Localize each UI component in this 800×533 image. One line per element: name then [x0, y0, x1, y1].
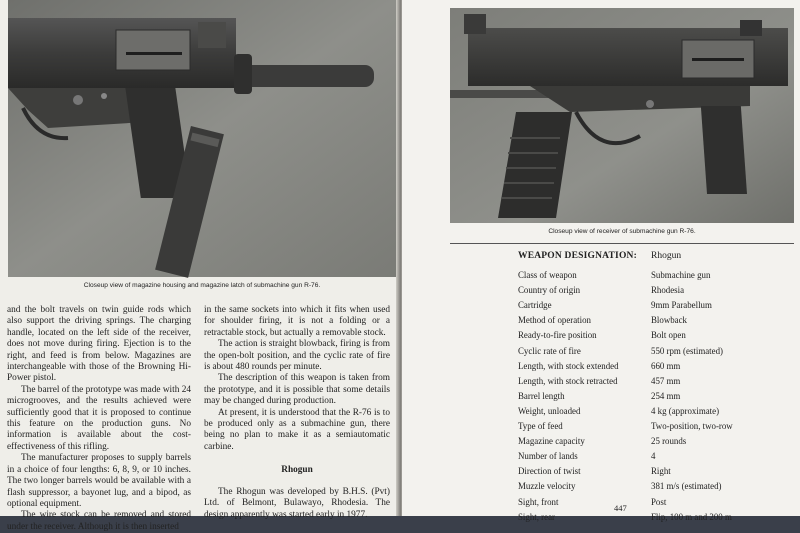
- spec-label: Cyclic rate of fire: [518, 345, 581, 356]
- paragraph: in the same sockets into which it fits when used for shoulder firing, it is not a folding or a retractable stock, but actually a removable stock.: [204, 305, 390, 338]
- spec-value: Submachine gun: [651, 270, 711, 280]
- spec-label: Type of feed: [518, 421, 563, 431]
- paragraph: The description of this weapon is taken from the prototype, and it is possible that some details may be changed during production.: [204, 373, 390, 407]
- spec-value: 254 mm: [651, 390, 681, 401]
- spec-row: [518, 481, 768, 497]
- left-text-column-2: [204, 305, 390, 521]
- spec-label: Sight, rear: [518, 511, 555, 522]
- spec-row: [518, 406, 768, 422]
- spec-label: Ready-to-fire position: [518, 330, 597, 341]
- left-page: [0, 0, 398, 532]
- spec-row: [518, 315, 768, 331]
- spec-label: Barrel length: [518, 390, 565, 401]
- spec-title-value: Rhogun: [651, 251, 682, 261]
- spec-label: Magazine capacity: [518, 436, 585, 447]
- spec-label: Length, with stock retracted: [518, 375, 618, 386]
- paragraph: The Rhogun was developed by B.H.S. (Pvt) Ltd. of Belmont, Bulawayo, Rhodesia. The design apparently was started early in 1977.: [204, 486, 390, 520]
- spec-label: Method of operation: [518, 315, 591, 326]
- spec-value: 381 m/s (estimated): [651, 481, 722, 492]
- spec-label: Number of lands: [518, 451, 578, 462]
- magazine-housing-photo: [8, 0, 396, 277]
- spec-value: 9mm Parabellum: [651, 300, 712, 311]
- spec-label: Muzzle velocity: [518, 481, 576, 492]
- paragraph: The manufacturer proposes to supply barrels in a choice of four lengths: 6, 8, 9, or 10 inches. The two longer barrels would be available with a flash suppressor, a bayonet lug, and a bipod, as optional equipment.: [7, 453, 191, 509]
- spec-value: Blowback: [651, 315, 687, 326]
- spec-value: 660 mm: [651, 360, 681, 371]
- receiver-photo: [450, 8, 794, 223]
- spec-value: Right: [651, 466, 671, 477]
- spec-row: [518, 285, 768, 301]
- spec-value: 550 rpm (estimated): [651, 345, 723, 356]
- paragraph: The barrel of the prototype was made with 24 microgrooves, and the results achieved were sufficiently good that it is proposed to continue this feature on the production guns. No information is available about the cost-effectiveness of this rifling.: [7, 384, 191, 452]
- spec-row: [518, 421, 768, 437]
- spec-value: Post: [651, 496, 667, 507]
- spec-label: Sight, front: [518, 496, 559, 507]
- spec-label: Direction of twist: [518, 466, 581, 477]
- spec-value: 4: [651, 451, 656, 462]
- paragraph: The action is straight blowback, firing is from the open-bolt position, and the cyclic rate of fire is about 480 rounds per minute.: [204, 339, 390, 373]
- spec-value: 25 rounds: [651, 436, 687, 447]
- page-number: 447: [614, 503, 627, 513]
- left-text-column-1: [7, 305, 191, 533]
- spec-row: [518, 497, 768, 513]
- spec-label: Cartridge: [518, 300, 552, 311]
- submachine-gun-receiver-illustration: [450, 8, 794, 223]
- spec-row: [518, 330, 768, 346]
- spec-row: [518, 451, 768, 467]
- spec-label: Class of weapon: [518, 270, 577, 280]
- section-heading: Rhogun: [281, 465, 313, 476]
- spec-value: Rhodesia: [651, 285, 685, 296]
- spec-label: Length, with stock extended: [518, 360, 619, 371]
- spec-row: [518, 346, 768, 362]
- spec-row: [518, 436, 768, 452]
- spec-row: [518, 466, 768, 482]
- left-photo-caption: Closeup view of magazine housing and magazine latch of submachine gun R-76.: [83, 282, 321, 289]
- spec-row: [518, 376, 768, 392]
- spec-row: [518, 512, 768, 528]
- spec-label: Weight, unloaded: [518, 405, 581, 416]
- spec-value: 4 kg (approximate): [651, 405, 720, 416]
- spec-row: [518, 270, 768, 286]
- spec-title: WEAPON DESIGNATION:: [518, 251, 637, 261]
- paragraph: and the bolt travels on twin guide rods which also support the driving springs. The charging handle, located on the left side of the receiver, does not move during firing. Ejection is to the right, and feed is from below. Magazines are interchangeable with those of the Browning Hi-Power pistol.: [7, 305, 191, 384]
- spec-value: 457 mm: [651, 375, 681, 386]
- spec-row: [518, 391, 768, 407]
- spec-value: Two-position, two-row: [651, 421, 733, 431]
- submachine-gun-magazine-illustration: [8, 0, 396, 277]
- right-photo-caption: Closeup view of receiver of submachine gun R-76.: [548, 228, 696, 235]
- spec-label: Country of origin: [518, 285, 581, 296]
- spec-row: [518, 361, 768, 377]
- paragraph: At present, it is understood that the R-76 is to be produced only as a submachine gun, there being no plan to make it as a semiautomatic carbine.: [204, 407, 390, 452]
- spec-row: [518, 300, 768, 316]
- paragraph: The wire stock can be removed and stored under the receiver. Although it is then inserted: [7, 510, 191, 532]
- spec-value: Flip, 100 m and 200 m: [651, 511, 732, 522]
- spec-value: Bolt open: [651, 330, 686, 341]
- spec-top-rule: [450, 243, 794, 244]
